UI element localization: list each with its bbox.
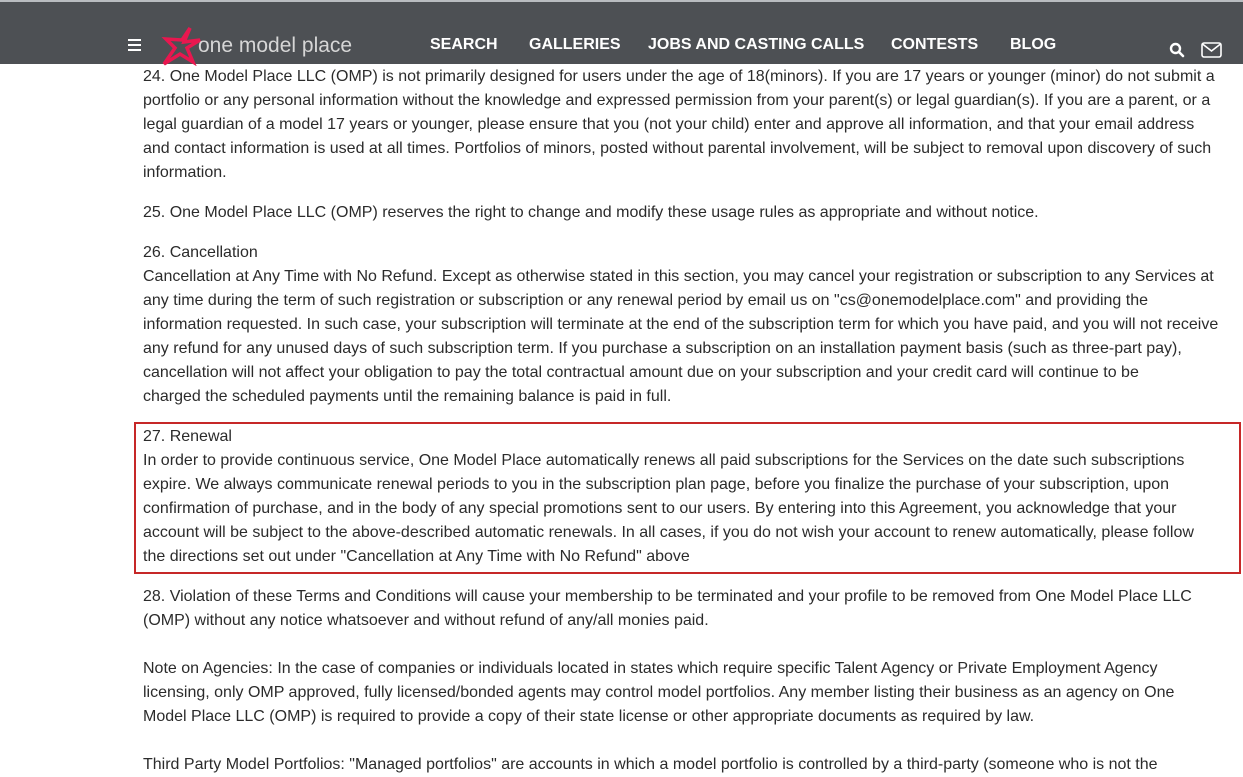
- mail-icon[interactable]: [1201, 42, 1222, 58]
- paragraph-line: 25. One Model Place LLC (OMP) reserves the right to change and modify these usage rules as appropriate and without notice.: [143, 204, 1039, 221]
- paragraph-line: portfolio or any personal information without the knowledge and expressed permission from your parent(s) or legal guardian(s). If you are a parent, or a: [143, 92, 1211, 109]
- paragraph-line: information.: [143, 164, 227, 181]
- renewal-highlight-box: [134, 422, 1241, 574]
- menu-icon[interactable]: [128, 39, 141, 54]
- paragraph-line: 27. Renewal: [143, 428, 232, 445]
- paragraph-line: (OMP) without any notice whatsoever and without refund of any/all monies paid.: [143, 612, 709, 629]
- paragraph-line: legal guardian of a model 17 years or younger, please ensure that you (not your child) enter and approve all information, and that your email address: [143, 116, 1195, 133]
- paragraph-line: Note on Agencies: In the case of companies or individuals located in states which require specific Talent Agency or Private Employment Agency: [143, 660, 1158, 677]
- paragraph-line: Third Party Model Portfolios: "Managed portfolios" are accounts in which a model portfolio is controlled by a third-party (someone who is not the: [143, 756, 1158, 773]
- paragraph-line: licensing, only OMP approved, fully licensed/bonded agents may control model portfolios. Any member listing their business as an agency on One: [143, 684, 1175, 701]
- nav-galleries[interactable]: GALLERIES: [529, 36, 621, 53]
- nav-search[interactable]: SEARCH: [430, 36, 498, 53]
- paragraph-line: 24. One Model Place LLC (OMP) is not primarily designed for users under the age of 18(minors). If you are 17 years or younger (minor) do not submit a: [143, 68, 1215, 85]
- nav-blog[interactable]: BLOG: [1010, 36, 1057, 53]
- paragraph-line: cancellation will not affect your obligation to pay the total contractual amount due on your subscription and your credit card will continue to be: [143, 364, 1139, 381]
- paragraph-line: any refund for any unused days of such subscription term. If you purchase a subscription on an installation payment basis (such as three-part pay),: [143, 340, 1182, 357]
- paragraph-line: In order to provide continuous service, One Model Place automatically renews all paid subscriptions for the Services on the date such subscriptions: [143, 452, 1185, 469]
- nav-contests[interactable]: CONTESTS: [891, 36, 979, 53]
- logo-text[interactable]: one model place: [198, 34, 353, 57]
- paragraph-line: 26. Cancellation: [143, 244, 258, 261]
- paragraph-line: information requested. In such case, your subscription will terminate at the end of the subscription term for which you have paid, and you will not receive: [143, 316, 1219, 333]
- nav-jobs-and-casting-calls[interactable]: JOBS AND CASTING CALLS: [648, 36, 865, 53]
- logo-star-icon[interactable]: [160, 26, 202, 66]
- paragraph-line: confirmation of purchase, and in the body of any special promotions sent to our users. By entering into this Agreement, you acknowledge that your: [143, 500, 1177, 517]
- site-header: [0, 0, 1243, 64]
- paragraph-line: 28. Violation of these Terms and Conditions will cause your membership to be terminated and your profile to be removed from One Model Place LLC: [143, 588, 1192, 605]
- paragraph-line: Model Place LLC (OMP) is required to provide a copy of their state license or other appropriate documents as required by law.: [143, 708, 1035, 725]
- paragraph-line: Cancellation at Any Time with No Refund. Except as otherwise stated in this section, you may cancel your registration or subscription to any Services at: [143, 268, 1214, 285]
- paragraph-line: account will be subject to the above-described automatic renewals. In all cases, if you do not wish your account to renew automatically, please follow: [143, 524, 1194, 541]
- search-icon[interactable]: [1169, 42, 1185, 58]
- paragraph-line: charged the scheduled payments until the remaining balance is paid in full.: [143, 388, 672, 405]
- paragraph-line: the directions set out under "Cancellation at Any Time with No Refund" above: [143, 548, 690, 565]
- paragraph-line: and contact information is used at all times. Portfolios of minors, posted without parental involvement, will be subject to removal upon discovery of such: [143, 140, 1212, 157]
- paragraph-line: expire. We always communicate renewal periods to you in the subscription plan page, before you finalize the purchase of your subscription, upon: [143, 476, 1170, 493]
- paragraph-line: any time during the term of such registration or subscription or any renewal period by email us on "cs@onemodelplace.com" and providing the: [143, 292, 1149, 309]
